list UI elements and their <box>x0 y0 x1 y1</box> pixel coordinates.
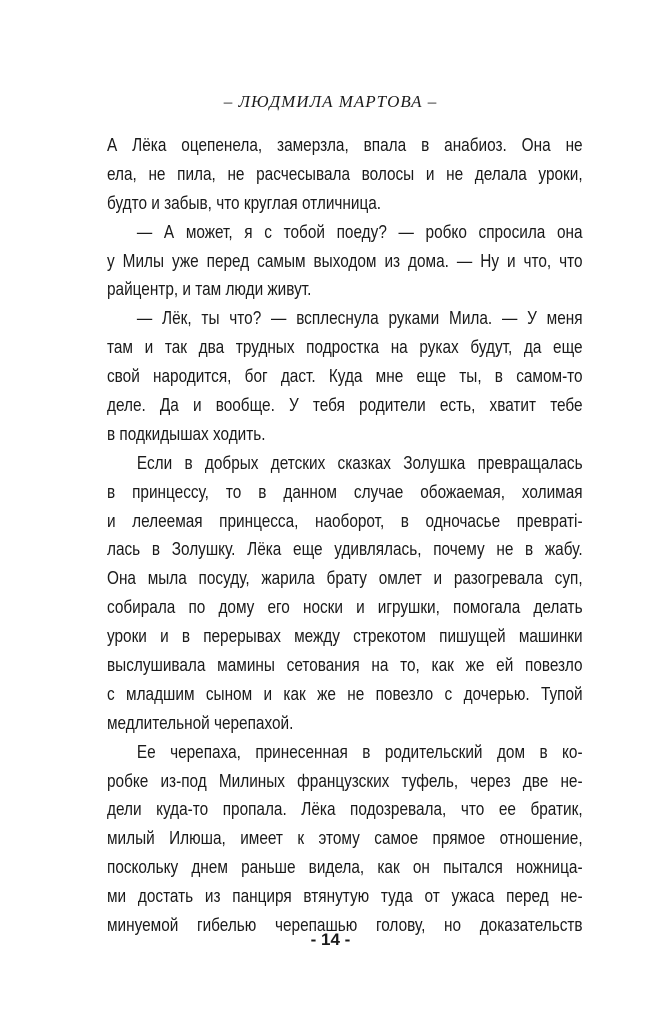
text-line: уроки и в перерывах между стрекотом пишущей машинки <box>107 625 583 647</box>
text-line: — Лёк, ты что? — всплеснула руками Мила. — У меня <box>136 307 583 329</box>
page-number: - 14 - <box>310 930 351 949</box>
text-line: райцентр, и там люди живут. <box>107 278 312 300</box>
text-line: минуемой гибелью черепашью голову, но доказательств <box>107 914 583 936</box>
text-line: и лелеемая принцесса, наоборот, в одночасье превраті- <box>107 509 583 531</box>
text-line: А Лёка оцепенела, замерзла, впала в анабиоз. Она не <box>107 134 583 155</box>
text-line: будто и забыв, что круглая отличница. <box>107 191 382 213</box>
text-line: свой народится, бог даст. Куда мне еще ты, в самом-то <box>107 365 583 387</box>
text-line: там и так два трудных подростка на руках будут, да еще <box>107 336 583 358</box>
text-line: медлительной черепахой. <box>107 711 294 733</box>
text-line: Она мыла посуду, жарила брату омлет и разогревала суп, <box>107 567 583 589</box>
text-line: в подкидышах ходить. <box>107 422 266 444</box>
text-line: Ее черепаха, принесенная в родительский дом в ко- <box>136 740 583 762</box>
text-line: у Милы уже перед самым выходом из дома. — Ну и что, что <box>107 249 583 271</box>
text-line: в принцессу, то в данном случае обожаемая, холимая <box>107 480 583 502</box>
text-line: с младшим сыном и как же не повезло с дочерью. Тупой <box>107 682 583 704</box>
text-line: деле. Да и вообще. У тебя родители есть, хватит тебе <box>107 394 583 416</box>
text-line: Если в добрых детских сказках Золушка превращалась <box>136 451 583 473</box>
text-line: — А может, я с тобой поеду? — робко спросила она <box>136 220 583 242</box>
text-line: собирала по дому его носки и игрушки, помогала делать <box>107 596 583 618</box>
text-line: дели куда-то пропала. Лёка подозревала, что ее братик, <box>107 798 583 820</box>
text-line: ела, не пила, не расчесывала волосы и не делала уроки, <box>107 162 583 184</box>
running-header: – ЛЮДМИЛА МАРТОВА – <box>223 92 438 111</box>
text-line: ми достать из панциря втянутую туда от ужаса перед не- <box>107 885 583 907</box>
text-line: робке из-под Милиных французских туфель, через две не- <box>107 769 583 791</box>
body-text <box>107 131 583 940</box>
text-line: лась в Золушку. Лёка еще удивлялась, почему не в жабу. <box>107 538 583 560</box>
text-line: выслушивала мамины сетования на то, как же ей повезло <box>107 654 583 676</box>
text-line: поскольку днем раньше видела, как он пытался ножница- <box>107 856 583 878</box>
text-line: милый Илюша, имеет к этому самое прямое отношение, <box>107 827 583 849</box>
